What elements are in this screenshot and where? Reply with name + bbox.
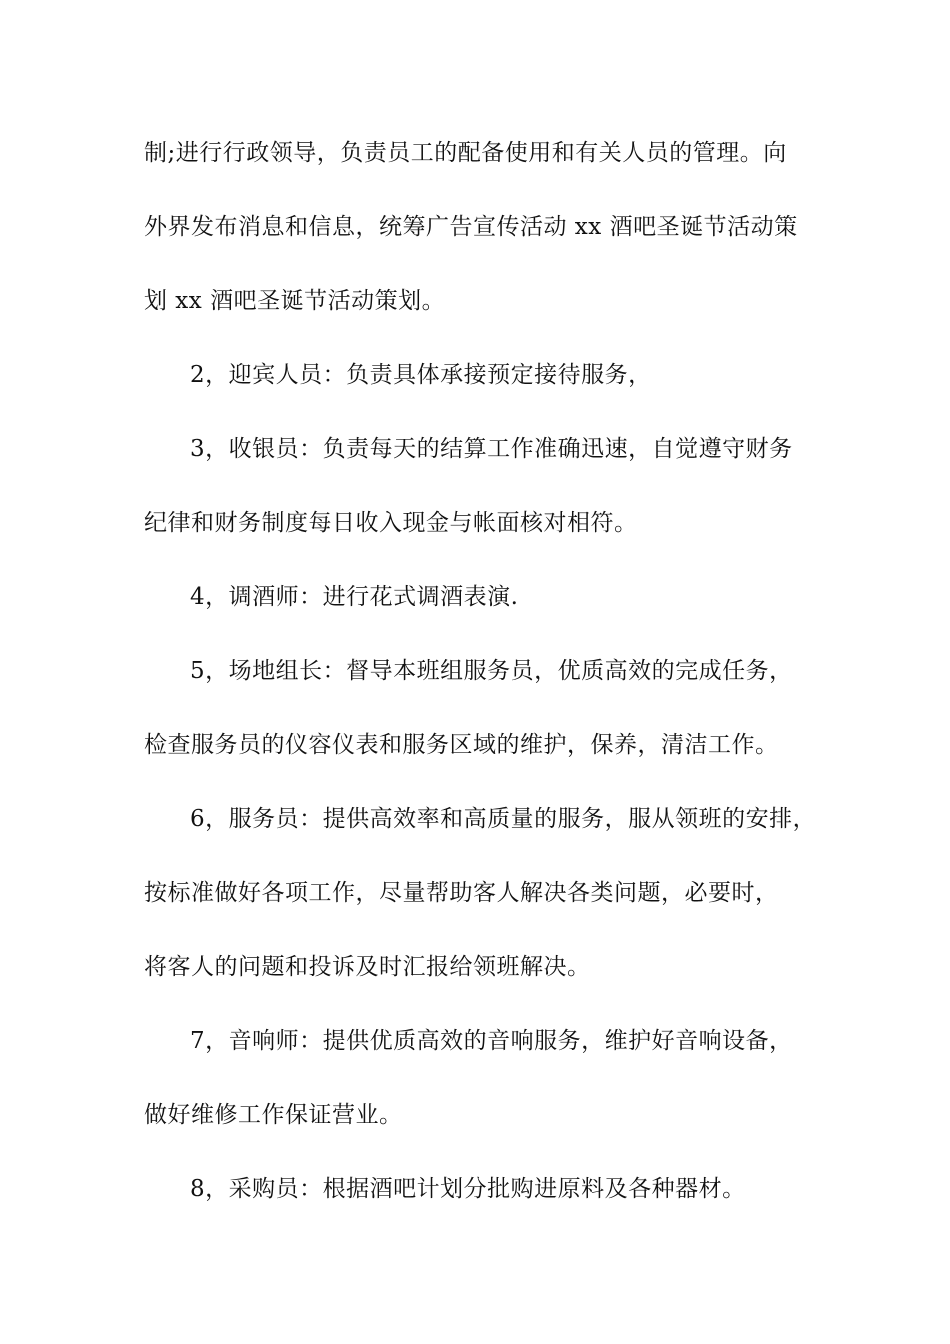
document-body — [144, 116, 834, 1226]
text-line-11: 按标准做好各项工作，尽量帮助客人解决各类问题，必要时， — [144, 880, 779, 906]
text-line-8: 5，场地组长：督导本班组服务员，优质高效的完成任务， — [190, 658, 793, 684]
text-line-6: 纪律和财务制度每日收入现金与帐面核对相符。 — [144, 510, 638, 536]
text-line-14: 做好维修工作保证营业。 — [144, 1102, 403, 1128]
text-line-12: 将客人的问题和投诉及时汇报给领班解决。 — [144, 954, 591, 980]
text-line-7: 4，调酒师：进行花式调酒表演. — [190, 584, 519, 610]
text-line-13: 7，音响师：提供优质高效的音响服务，维护好音响设备， — [190, 1028, 793, 1054]
text-line-5: 3，收银员：负责每天的结算工作准确迅速，自觉遵守财务 — [190, 436, 793, 462]
text-line-1: 制;进行行政领导，负责员工的配备使用和有关人员的管理。向 — [144, 140, 787, 166]
text-line-4: 2，迎宾人员：负责具体承接预定接待服务， — [190, 362, 652, 388]
text-line-2: 外界发布消息和信息，统筹广告宣传活动 xx 酒吧圣诞节活动策 — [144, 214, 798, 240]
text-line-10: 6，服务员：提供高效率和高质量的服务，服从领班的安排， — [190, 806, 817, 832]
text-line-9: 检查服务员的仪容仪表和服务区域的维护，保养，清洁工作。 — [144, 732, 779, 758]
text-line-15: 8，采购员：根据酒吧计划分批购进原料及各种器材。 — [190, 1176, 746, 1202]
text-line-3: 划 xx 酒吧圣诞节活动策划。 — [144, 288, 446, 314]
